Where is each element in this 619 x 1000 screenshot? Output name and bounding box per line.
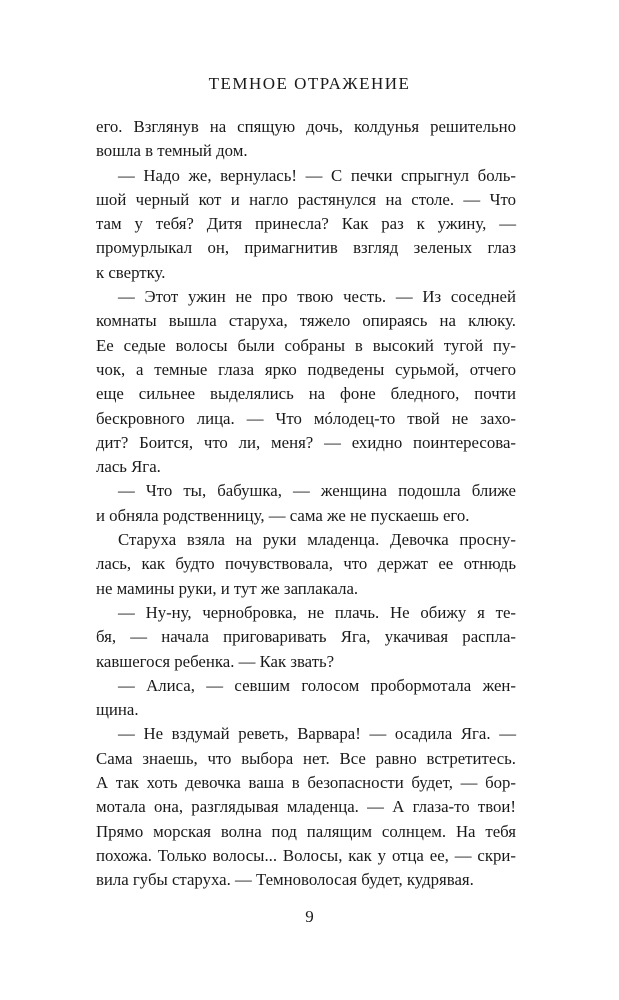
text-line: — Этот ужин не про твою честь. — Из соседней: [118, 287, 516, 307]
paragraph: [96, 285, 516, 479]
body-text: [96, 115, 516, 893]
text-line: мотала она, разглядывая младенца. — А глаза-то твои!: [96, 797, 516, 817]
text-line: к свертку.: [96, 262, 166, 282]
paragraph: [96, 722, 516, 892]
text-line: и обняла родственницу, — сама же не пускаешь его.: [96, 505, 470, 525]
text-line: комнаты вышла старуха, тяжело опираясь на клюку.: [96, 311, 516, 331]
text-line: — Надо же, вернулась! — С печки спрыгнул боль-: [118, 165, 516, 185]
text-line: Прямо морская волна под палящим солнцем. На тебя: [96, 821, 516, 841]
text-line: его. Взглянув на спящую дочь, колдунья решительно: [96, 117, 516, 136]
text-line: вила губы старуха. — Темноволосая будет, кудрявая.: [96, 870, 474, 890]
text-line: промурлыкал он, примагнитив взгляд зеленых глаз: [96, 238, 516, 258]
paragraph: [96, 674, 516, 723]
text-line: Ее седые волосы были собраны в высокий тугой пу-: [96, 335, 516, 355]
text-line: лась, как будто почувствовала, что держат ее отнюдь: [96, 554, 516, 574]
text-line: лась Яга.: [96, 457, 161, 477]
text-line: кавшегося ребенка. — Как звать?: [96, 651, 335, 671]
paragraph: [96, 164, 516, 285]
text-line: еще сильнее выделялись на фоне бледного, почти: [96, 384, 516, 404]
text-line: — Алиса, — севшим голосом пробормотала жен-: [118, 675, 516, 695]
text-line: дит? Боится, что ли, меня? — ехидно поинтересова-: [96, 432, 516, 452]
text-line: А так хоть девочка ваша в безопасности будет, — бор-: [96, 773, 516, 793]
text-line: бя, — начала приговаривать Яга, укачивая распла-: [96, 627, 516, 647]
text-line: — Что ты, бабушка, — женщина подошла ближе: [118, 481, 516, 501]
text-line: вошла в темный дом.: [96, 141, 248, 161]
text-line: шой черный кот и нагло растянулся на столе. — Что: [96, 189, 516, 209]
paragraph: [96, 115, 516, 164]
paragraph: [96, 528, 516, 601]
text-line: Старуха взяла на руки младенца. Девочка проснy-: [118, 530, 516, 550]
paragraph: [96, 479, 516, 528]
text-line: щина.: [96, 700, 139, 720]
text-line: — Ну-ну, чернобровка, не плачь. Не обижу я те-: [118, 602, 516, 622]
paragraph: [96, 601, 516, 674]
text-line: похожа. Только волосы... Волосы, как у отца ее, — скри-: [96, 845, 516, 865]
text-line: — Не вздумай реветь, Варвара! — осадила Яга. —: [118, 724, 516, 744]
text-line: не мамины руки, и тут же заплакала.: [96, 578, 359, 598]
text-line: чок, а темные глаза ярко подведены сурьмой, отчего: [96, 359, 516, 379]
text-line: там у тебя? Дитя принесла? Как раз к ужину, —: [96, 214, 516, 234]
page-number: 9: [305, 907, 314, 926]
running-head: ТЕМНОЕ ОТРАЖЕНИЕ: [208, 74, 411, 93]
text-line: бескровного лица. — Что мóлодец-то твой не захо-: [96, 408, 516, 428]
text-line: Сама знаешь, что выбора нет. Все равно встретитесь.: [96, 748, 516, 768]
